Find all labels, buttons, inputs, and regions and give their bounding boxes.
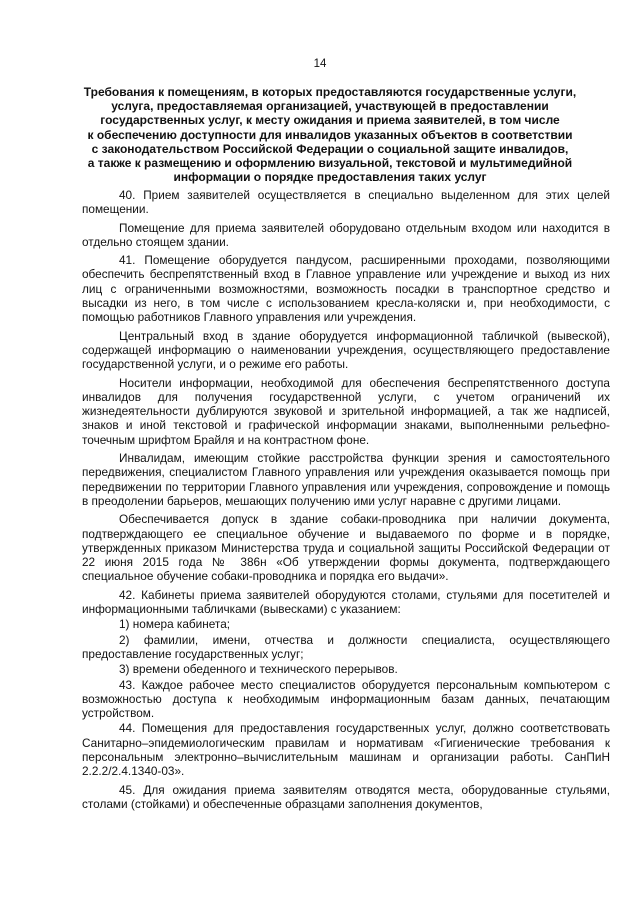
heading-line: государственных услуг, к месту ожидания и приема заявителей, в том числе xyxy=(100,113,560,128)
heading-line: с законодательством Российской Федерации о социальной защите инвалидов, xyxy=(91,141,569,156)
paragraph-separate-entrance: Помещение для приема заявителей оборудовано отдельным входом или находится в отдельно стоящем здании. xyxy=(82,220,610,249)
heading-line: информации о порядке предоставления таких услуг xyxy=(173,170,487,185)
paragraph-40: 40. Прием заявителей осуществляется в специально выделенном для этих целей помещении. xyxy=(82,188,610,217)
page-number: 14 xyxy=(313,58,327,70)
paragraph-information-carriers: Носители информации, необходимой для обеспечения беспрепятственного доступа инвалидов для получения государственной услуги, с учетом ограничений их жизнедеятельности дублируются звуковой и зрительной информацией, а так же надписей, знаков и иной текстовой и графической информации знаками, выполненными рельефно-точечным шрифтом Брайля и на контрастном фоне. xyxy=(82,375,610,447)
paragraph-45: 45. Для ожидания приема заявителям отводятся места, оборудованные стульями, столами (стойками) и обеспеченные образцами заполнения документов, xyxy=(82,782,610,811)
heading-line: Требования к помещениям, в которых предоставляются государственные услуги, xyxy=(83,85,577,99)
list-item-3: 3) времени обеденного и технического перерывов. xyxy=(119,662,398,677)
paragraph-guide-dog: Обеспечивается допуск в здание собаки-проводника при наличии документа, подтверждающего ее специальное обучение и выдаваемого по форме и в порядке, утвержденных приказом Министерства труда и социальной защиты Российской Федерации от 22 июня 2015 года № 386н «Об утверждении формы документа, подтверждающего специальное обучение собаки-проводника и порядка его выдачи». xyxy=(82,512,610,584)
paragraph-assistance: Инвалидам, имеющим стойкие расстройства функции зрения и самостоятельного передвижения, специалистом Главного управления или учреждения оказывается помощь при передвижении по территории Главного управления или учреждения, сопровождение и помощь в преодолении барьеров, мешающих получению ими услуг наравне с другими лицами. xyxy=(82,451,610,508)
list-item-1: 1) номера кабинета; xyxy=(119,617,231,632)
list-item-2: 2) фамилии, имени, отчества и должности специалиста, осуществляющего предоставление государственных услуг; xyxy=(82,632,610,661)
paragraph-41: 41. Помещение оборудуется пандусом, расширенными проходами, позволяющими обеспечить беспрепятственный вход в Главное управление или учреждение и выход из них лиц с ограниченными возможностями, возможность посадки в транспортное средство и высадки из него, в том числе с использованием кресла-коляски и, при необходимости, с помощью работников Главного управления или учреждения. xyxy=(82,253,610,325)
section-heading xyxy=(70,85,590,184)
paragraph-42: 42. Кабинеты приема заявителей оборудуются столами, стульями для посетителей и информационными табличками (вывесками) с указанием: xyxy=(82,587,610,617)
heading-line: к обеспечению доступности для инвалидов указанных объектов в соответствии xyxy=(87,127,573,142)
document-body xyxy=(82,188,610,815)
heading-line: а также к размещению и оформлению визуальной, текстовой и мультимедийной xyxy=(87,156,573,171)
paragraph-entrance-sign: Центральный вход в здание оборудуется информационной табличкой (вывеской), содержащей информацию о наименовании учреждения, осуществляющего предоставление государственной услуги, и о режиме его работы. xyxy=(82,328,610,372)
paragraph-44: 44. Помещения для предоставления государственных услуг, должно соответствовать Санитарно–эпидемиологическим правилам и нормативам «Гигиенические требования к персональным электронно–вычислительным машинам и организации работы. СанПиН 2.2.2/2.4.1340-03». xyxy=(82,721,610,779)
paragraph-43: 43. Каждое рабочее место специалистов оборудуется персональным компьютером с возможностью доступа к необходимым информационным базам данных, печатающим устройством. xyxy=(82,677,610,721)
heading-line: услуга, предоставляемая организацией, участвующей в предоставлении xyxy=(111,99,549,114)
